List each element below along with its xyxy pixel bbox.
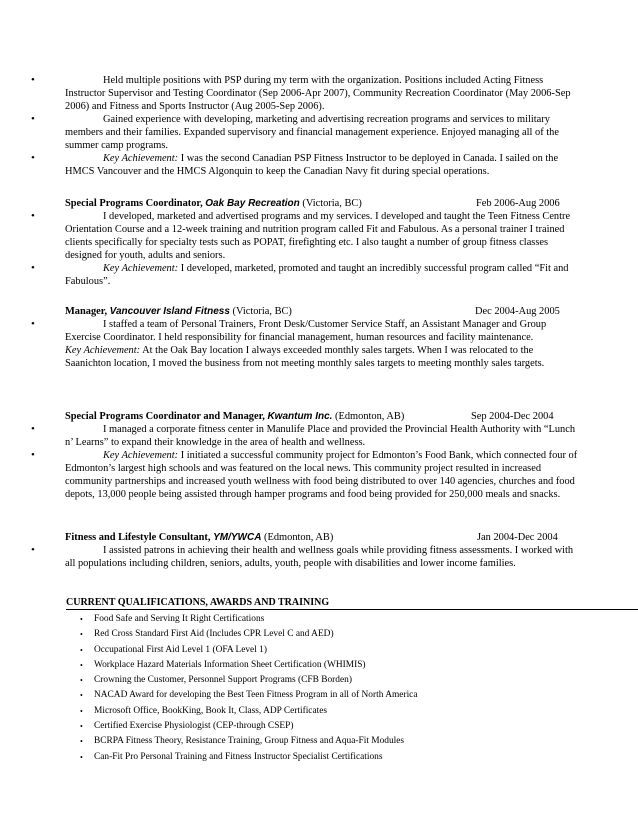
bullet-icon: • bbox=[31, 449, 35, 461]
list-item: • Held multiple positions with PSP during my term with the organization. Positions included Acting Fitness Instructor Supervisor and Testing Coordinator (Sep 2006-Apr 2007), Community Recreation Coordinator (May 2006-Sep 2006) and Fitness and Sports Instructor (Aug 2005-Sep 2006). bbox=[31, 74, 571, 112]
list-item: • Food Safe and Serving It Right Certifications bbox=[0, 612, 638, 627]
qualifications-list bbox=[0, 612, 638, 765]
job-dates: Feb 2006-Aug 2006 bbox=[476, 198, 560, 209]
key-achievement-label: Key Achievement: bbox=[103, 263, 179, 274]
section-heading: CURRENT QUALIFICATIONS, AWARDS AND TRAINING bbox=[66, 596, 638, 610]
list-item: • Red Cross Standard First Aid (Includes CPR Level C and AED) bbox=[0, 627, 638, 642]
job-title: Special Programs Coordinator and Manager bbox=[65, 411, 263, 422]
key-achievement-label: Key Achievement: bbox=[103, 153, 179, 164]
list-item: • Key Achievement: I initiated a successful community project for Edmonton’s Food Bank, which connected four of Edmonton’s largest high schools and was featured on the local news. This community project resulted in increased community partnerships and increased youth wellness with food being distributed to over 140 agencies, churches and food depots, 13,000 people being assisted through hamper programs and food being provided for 250,000 meals and snacks. bbox=[31, 449, 578, 500]
job-location: (Victoria, BC) bbox=[229, 306, 292, 317]
employer-name: Kwantum Inc. bbox=[267, 411, 333, 422]
employer-name: YM/YWCA bbox=[213, 532, 262, 543]
bullet-icon: • bbox=[31, 544, 35, 556]
psp-section bbox=[0, 74, 638, 178]
list-item: • Gained experience with developing, marketing and advertising recreation programs and services to military members and their families. Expanded supervisory and financial management experience. Enjoyed managing all of the summer camp programs. bbox=[31, 113, 559, 151]
bullet-icon: • bbox=[31, 318, 35, 330]
job-block bbox=[0, 410, 638, 501]
list-item: • BCRPA Fitness Theory, Resistance Training, Group Fitness and Aqua-Fit Modules bbox=[0, 734, 638, 749]
bullet-icon: • bbox=[80, 691, 83, 701]
job-title: Special Programs Coordinator bbox=[65, 198, 201, 209]
employer-name: Oak Bay Recreation bbox=[205, 198, 300, 209]
job-location: (Victoria, BC) bbox=[299, 198, 362, 209]
job-location: (Edmonton, AB) bbox=[261, 532, 334, 543]
list-item: • Key Achievement: I was the second Canadian PSP Fitness Instructor to be deployed in Canada. I sailed on the HMCS Vancouver and the HMCS Algonquin to keep the Canadian Navy fit during special operations. bbox=[31, 152, 559, 177]
bullet-icon: • bbox=[80, 706, 83, 716]
list-item: • Microsoft Office, BookKing, Book It, Class, ADP Certificates bbox=[0, 704, 638, 719]
list-item: • I developed, marketed and advertised programs and my services. I developed and taught the Teen Fitness Centre Orientation Course and a 12-week training and nutrition program called Fit and Fabulous. As a personal trainer I trained clients specifically for specialty tests such as POPAT, firefighting etc. I also taught a number of group fitness classes designed for youth, adults and seniors. bbox=[31, 210, 571, 261]
bullet-icon: • bbox=[80, 737, 83, 747]
key-achievement-label: Key Achievement: bbox=[103, 450, 179, 461]
job-header: Manager, Vancouver Island Fitness (Victoria, BC) Dec 2004-Aug 2005 bbox=[65, 306, 560, 317]
bullet-icon: • bbox=[80, 660, 83, 670]
key-achievement-paragraph: Key Achievement: At the Oak Bay location I always exceeded monthly sales targets. When I was relocated to the Saanichton location, I moved the business from not meeting monthly sales targets to meeting monthly sales targets. bbox=[65, 345, 545, 369]
job-location: (Edmonton, AB) bbox=[332, 411, 405, 422]
bullet-icon: • bbox=[80, 630, 83, 640]
list-item: • Key Achievement: I developed, marketed, promoted and taught an incredibly successful program called “Fit and Fabulous”. bbox=[31, 262, 569, 287]
list-item: • Workplace Hazard Materials Information Sheet Certification (WHIMIS) bbox=[0, 658, 638, 673]
bullet-icon: • bbox=[80, 615, 83, 624]
bullet-icon: • bbox=[31, 74, 35, 86]
bullet-icon: • bbox=[80, 722, 83, 732]
key-achievement-label: Key Achievement: bbox=[65, 345, 141, 356]
job-title: Fitness and Lifestyle Consultant bbox=[65, 532, 208, 543]
list-item: • Can-Fit Pro Personal Training and Fitness Instructor Specialist Certifications bbox=[0, 750, 638, 765]
bullet-icon: • bbox=[31, 210, 35, 222]
bullet-icon: • bbox=[80, 752, 83, 762]
job-dates: Sep 2004-Dec 2004 bbox=[471, 411, 554, 422]
job-header: Fitness and Lifestyle Consultant, YM/YWCA (Edmonton, AB) Jan 2004-Dec 2004 bbox=[65, 532, 558, 543]
list-item: • Crowning the Customer, Personnel Support Programs (CFB Borden) bbox=[0, 673, 638, 688]
bullet-icon: • bbox=[31, 152, 35, 164]
job-dates: Dec 2004-Aug 2005 bbox=[475, 306, 560, 317]
job-block bbox=[0, 305, 638, 370]
list-item: • I staffed a team of Personal Trainers, Front Desk/Customer Service Staff, an Assistant Manager and Group Exercise Coordinator. I held responsibility for financial management, human resources and facility maintenance. bbox=[31, 318, 547, 343]
job-block bbox=[0, 531, 638, 570]
list-item: • NACAD Award for developing the Best Teen Fitness Program in all of North America bbox=[0, 688, 638, 703]
employer-name: Vancouver Island Fitness bbox=[109, 306, 230, 317]
job-header: Special Programs Coordinator, Oak Bay Recreation (Victoria, BC) Feb 2006-Aug 2006 bbox=[65, 198, 560, 209]
list-item: • Certified Exercise Physiologist (CEP-through CSEP) bbox=[0, 719, 638, 734]
job-title: Manager bbox=[65, 306, 105, 317]
list-item: • I managed a corporate fitness center in Manulife Place and provided the Provincial Health Authority with “Lunch n’ Learns” to expand their knowledge in the area of health and wellness. bbox=[31, 423, 576, 448]
bullet-icon: • bbox=[31, 423, 35, 435]
job-block bbox=[0, 197, 638, 288]
job-dates: Jan 2004-Dec 2004 bbox=[477, 532, 558, 543]
list-item: • Occupational First Aid Level 1 (OFA Level 1) bbox=[0, 643, 638, 658]
bullet-icon: • bbox=[31, 113, 35, 125]
list-item: • I assisted patrons in achieving their health and wellness goals while providing fitness assessments. I worked with all populations including children, seniors, adults, youth, people with disabilities and lower income families. bbox=[31, 544, 574, 569]
bullet-icon: • bbox=[31, 262, 35, 274]
bullet-icon: • bbox=[80, 645, 83, 655]
job-header: Special Programs Coordinator and Manager, Kwantum Inc. (Edmonton, AB) Sep 2004-Dec 2004 bbox=[65, 411, 554, 422]
bullet-icon: • bbox=[80, 676, 83, 686]
